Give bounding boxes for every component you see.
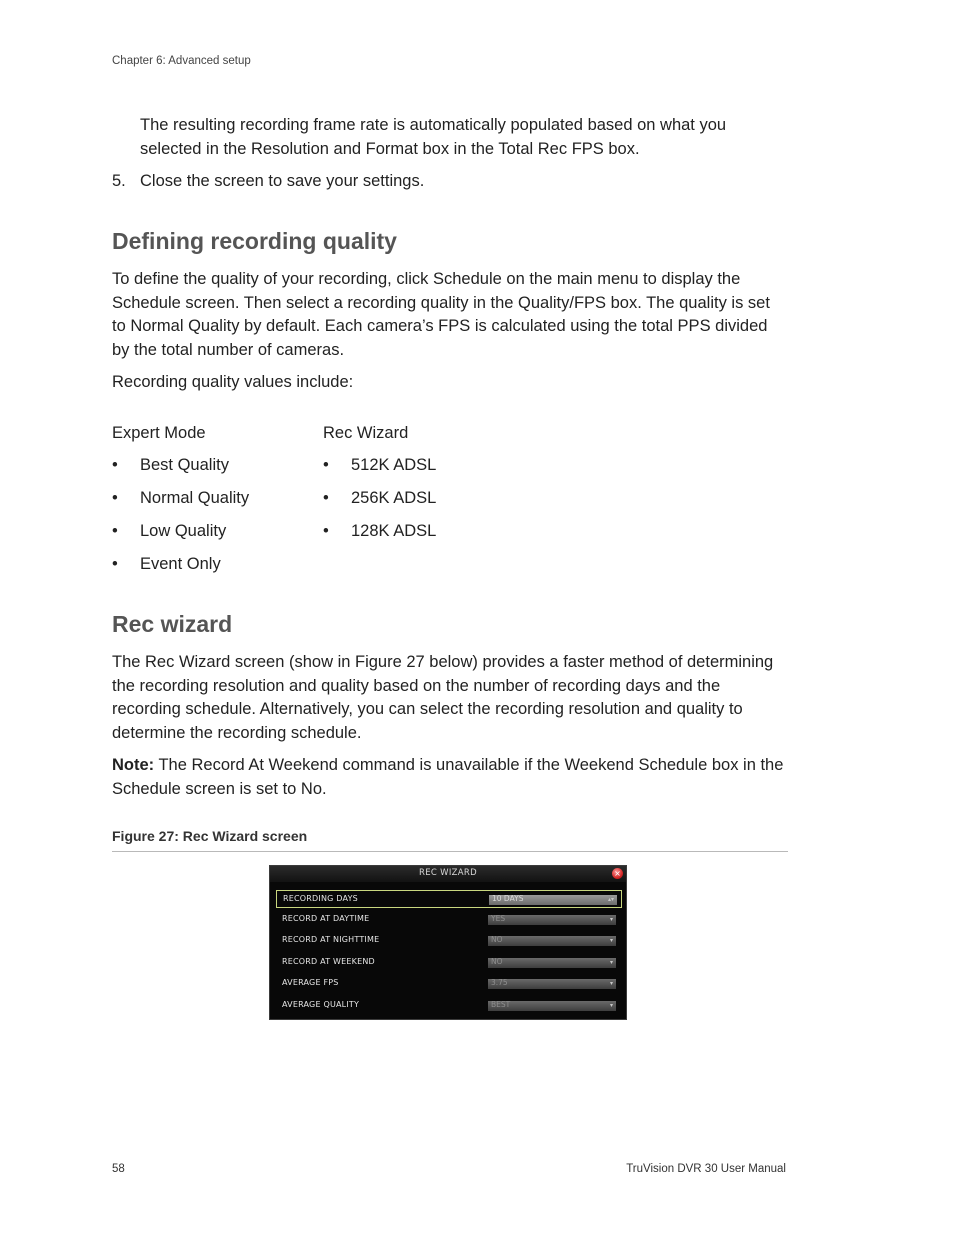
expert-mode-header: Expert Mode [112, 424, 206, 442]
note-paragraph [112, 754, 788, 801]
quality-paragraph: To define the quality of your recording, click Schedule on the main menu to display the Schedule screen. Then select a recording quality in the Quality/FPS box. The quality is set to Normal Quality by default. Each camera’s FPS is calculated using the total PPS divided by the total number of cameras. [112, 270, 770, 359]
rec-wizard-paragraph: The Rec Wizard screen (show in Figure 27 below) provides a faster method of determining the recording resolution and quality based on the number of recording days and the recording schedule. Alternatively, you can select the recording resolution and quality to determine the recording schedule. [112, 653, 774, 742]
list-item [112, 454, 229, 478]
average-fps-row [276, 975, 622, 993]
close-icon[interactable]: × [612, 868, 623, 879]
note-label: Note: [112, 756, 155, 774]
rec-wizard-screen [269, 865, 627, 1020]
list-item-label: 256K ADSL [351, 489, 437, 507]
recording-days-spinner[interactable] [489, 895, 617, 905]
average-quality-row [276, 997, 622, 1015]
average-quality-select[interactable] [488, 1001, 616, 1011]
list-item-label: 512K ADSL [351, 456, 437, 474]
quality-values-intro: Recording quality values include: [112, 373, 354, 391]
list-item [323, 487, 436, 511]
figure-caption: Figure 27: Rec Wizard screen [112, 828, 308, 844]
step-number: 5. [112, 172, 126, 190]
bullet-icon: • [112, 456, 118, 474]
average-quality-value: BEST [491, 1000, 511, 1009]
record-at-daytime-value: YES [491, 914, 506, 923]
average-fps-select[interactable] [488, 979, 616, 989]
record-at-daytime-row [276, 911, 622, 929]
spinner-arrows-icon[interactable]: ▴▾ [607, 896, 614, 903]
page-number: 58 [112, 1163, 125, 1175]
figure-divider [112, 851, 788, 852]
record-at-nighttime-label: RECORD AT NIGHTTIME [282, 935, 380, 944]
rec-wizard-title: REC WIZARD [270, 866, 626, 882]
note-text: The Record At Weekend command is unavailable if the Weekend Schedule box in the Schedule screen is set to No. [112, 756, 784, 798]
chevron-down-icon: ▾ [609, 916, 613, 923]
chevron-down-icon: ▾ [609, 937, 613, 944]
average-fps-label: AVERAGE FPS [282, 978, 339, 987]
list-item [112, 553, 221, 577]
recording-days-value: 10 DAYS [492, 894, 524, 903]
manual-title: TruVision DVR 30 User Manual [626, 1163, 786, 1175]
list-item-label: 128K ADSL [351, 522, 437, 540]
quality-heading: Defining recording quality [112, 228, 397, 254]
average-fps-value: 3.75 [491, 978, 508, 987]
list-item [112, 487, 249, 511]
rec-wizard-heading: Rec wizard [112, 611, 233, 637]
bullet-icon: • [323, 456, 329, 474]
average-quality-label: AVERAGE QUALITY [282, 1000, 360, 1009]
chevron-down-icon: ▾ [609, 959, 613, 966]
record-at-weekend-select[interactable] [488, 958, 616, 968]
bullet-icon: • [323, 522, 329, 540]
list-item [112, 520, 226, 544]
record-at-daytime-label: RECORD AT DAYTIME [282, 914, 370, 923]
bullet-icon: • [323, 489, 329, 507]
chevron-down-icon: ▾ [609, 1002, 613, 1009]
recording-days-row[interactable] [276, 890, 622, 908]
list-item-label: Event Only [140, 555, 221, 573]
step-text: Close the screen to save your settings. [140, 172, 425, 190]
list-item-label: Normal Quality [140, 489, 250, 507]
list-item-label: Best Quality [140, 456, 229, 474]
list-item [323, 454, 436, 478]
list-item-label: Low Quality [140, 522, 227, 540]
record-at-nighttime-row [276, 932, 622, 950]
list-item [323, 520, 436, 544]
record-at-weekend-value: NO [491, 957, 503, 966]
bullet-icon: • [112, 555, 118, 573]
chapter-header: Chapter 6: Advanced setup [112, 55, 251, 67]
record-at-nighttime-select[interactable] [488, 936, 616, 946]
rec-wizard-header: Rec Wizard [323, 424, 409, 442]
bullet-icon: • [112, 522, 118, 540]
record-at-weekend-row [276, 954, 622, 972]
bullet-icon: • [112, 489, 118, 507]
chevron-down-icon: ▾ [609, 980, 613, 987]
recording-days-label: RECORDING DAYS [283, 894, 358, 903]
intro-paragraph: The resulting recording frame rate is automatically populated based on what you selected in the Resolution and Format box in the Total Rec FPS box. [140, 116, 727, 158]
record-at-daytime-select[interactable] [488, 915, 616, 925]
record-at-nighttime-value: NO [491, 935, 503, 944]
record-at-weekend-label: RECORD AT WEEKEND [282, 957, 375, 966]
